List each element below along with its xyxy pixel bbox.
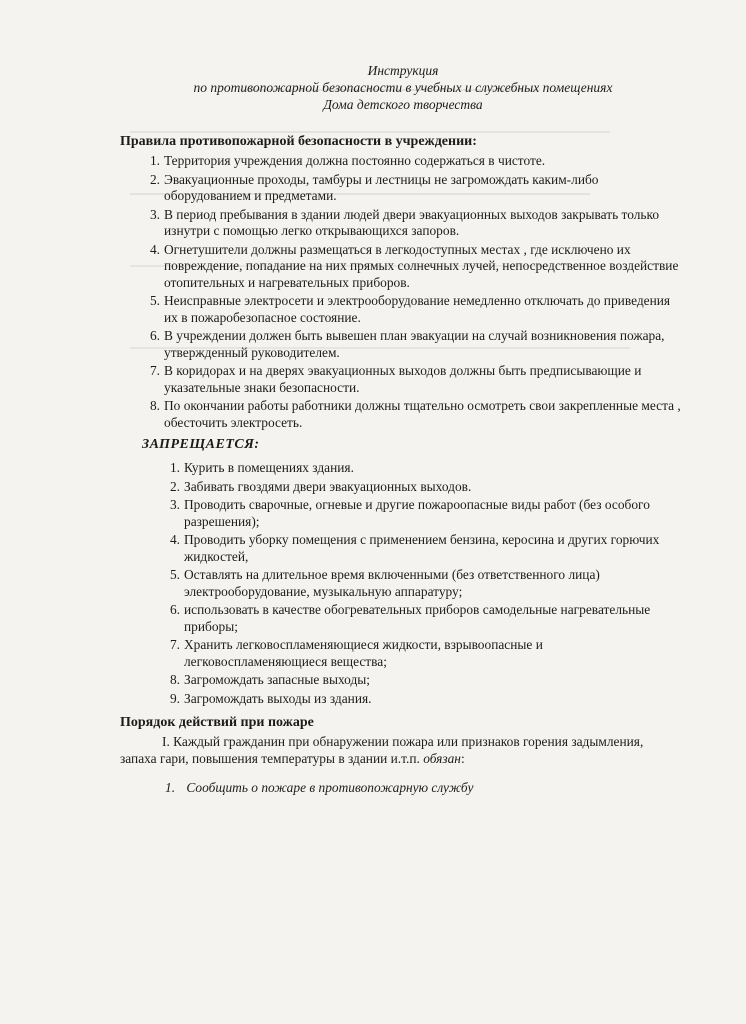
- fire-intro-paragraph: [120, 733, 680, 767]
- list-item: 7. В коридорах и на дверях эвакуационных выходов должны быть предписывающие и указательные знаки безопасности.: [149, 363, 642, 395]
- header-organization: Дома детского творчества: [323, 97, 483, 112]
- list-item: 1. Территория учреждения должна постоянно содержаться в чистоте.: [149, 153, 546, 168]
- list-item: 8. По окончании работы работники должны тщательно осмотреть свои закрепленные места , обесточить электросеть.: [149, 398, 681, 430]
- list-item: 3. Проводить сварочные, огневые и другие пожароопасные виды работ (без особого разрешения);: [169, 497, 650, 529]
- header-subtitle: по противопожарной безопасности в учебных и служебных помещениях: [193, 80, 613, 95]
- list-item: 2. Эвакуационные проходы, тамбуры и лестницы не загромождать каким-либо оборудованием и предметами.: [149, 171, 599, 203]
- document-header: [0, 62, 746, 113]
- fire-action-text: Сообщить о пожаре в противопожарную службу: [186, 780, 474, 795]
- list-item: 6. использовать в качестве обогревательных приборов самодельные нагревательные приборы;: [169, 602, 651, 634]
- fire-intro-colon: :: [460, 751, 465, 766]
- list-item: 4. Проводить уборку помещения с применением бензина, керосина и других горючих жидкостей,: [169, 532, 660, 564]
- list-item: 6. В учреждении должен быть вывешен план эвакуации на случай возникновения пожара, утвержденный руководителем.: [149, 328, 665, 360]
- forbidden-section-title: ЗАПРЕЩАЕТСЯ:: [142, 437, 260, 452]
- rules-section-title: Правила противопожарной безопасности в учреждении:: [120, 134, 477, 149]
- fire-action-number: 1.: [165, 780, 176, 795]
- fire-section-title: Порядок действий при пожаре: [120, 715, 314, 730]
- header-title: Инструкция: [367, 63, 439, 78]
- fire-intro-emphasis: обязан: [423, 751, 461, 766]
- list-item: 5. Неисправные электросети и электрооборудование немедленно отключать до приведения их в пожаробезопасное состояние.: [149, 293, 671, 325]
- list-item: 8. Загромождать запасные выходы;: [169, 672, 370, 687]
- list-item: 4. Огнетушители должны размещаться в легкодоступных местах , где исключено их повреждение, попадание на них прямых солнечных лучей, непосредственное воздействие отопительных и нагревательных приборов.: [149, 241, 679, 290]
- list-item: 3. В период пребывания в здании людей двери эвакуационных выходов закрывать только изнутри с помощью легко открывающихся запоров.: [149, 206, 660, 238]
- list-item: 1. Курить в помещениях здания.: [169, 460, 354, 475]
- list-item: 2. Забивать гвоздями двери эвакуационных выходов.: [169, 478, 472, 494]
- list-item: 5. Оставлять на длительное время включенными (без ответственного лица) электрооборудование, музыкальную аппаратуру;: [169, 567, 600, 599]
- fire-intro-text: I. Каждый гражданин при обнаружении пожара или признаков горения задымления, запаха гари, повышения температуры в здании и.т.п.: [120, 734, 644, 766]
- rules-list: [142, 153, 687, 433]
- list-item: 7. Хранить легковоспламеняющиеся жидкости, взрывоопасные и легковоспламеняющиеся вещества;: [169, 637, 543, 669]
- fire-action-item: [165, 780, 473, 796]
- list-item: 9. Загромождать выходы из здания.: [169, 690, 372, 706]
- forbidden-list: [162, 460, 662, 709]
